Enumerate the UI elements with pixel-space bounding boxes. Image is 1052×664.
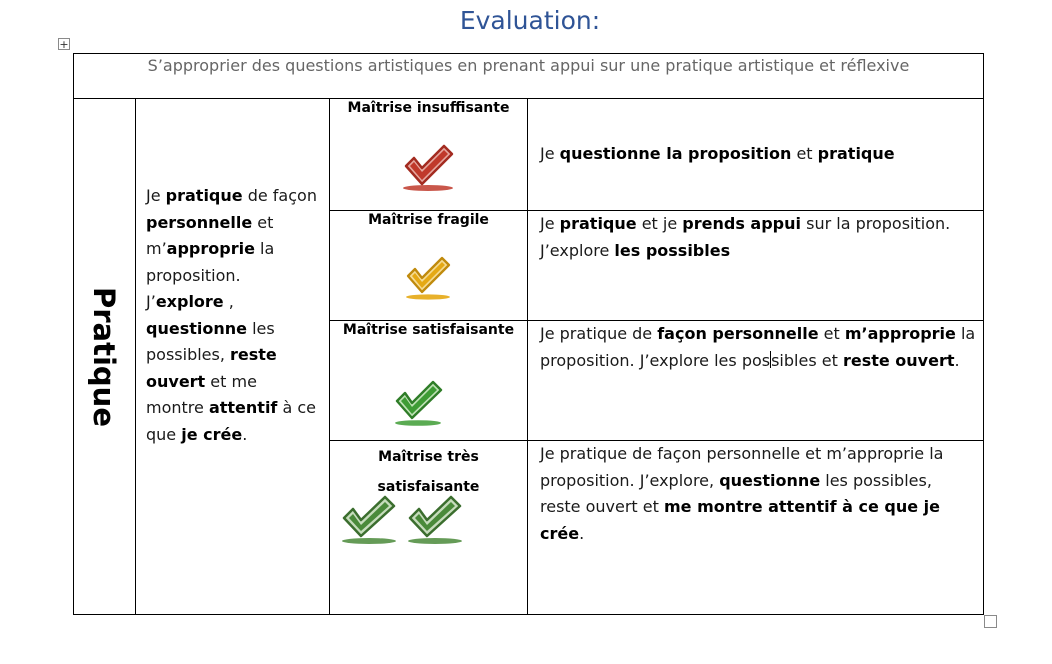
- check-icon: [393, 378, 445, 428]
- check-icon: [406, 494, 466, 546]
- competency-description: Je pratique de façon personnelle et m’approprie la proposition. J’explore , questionne les possibles, reste ouvert et me montre attentif à ce que je crée.: [146, 186, 317, 444]
- category-label: Pratique: [87, 286, 122, 427]
- level-fragile-description: Je pratique et je prends appui sur la proposition. J’explore les possibles: [540, 214, 951, 260]
- objective-text: S’approprier des questions artistiques en prenant appui sur une pratique artistique et réflexive: [147, 56, 910, 75]
- table-move-handle-icon[interactable]: +: [59, 38, 69, 51]
- level-fragile-label: Maîtrise fragile: [368, 212, 489, 228]
- level-insufficient-label: Maîtrise insuffisante: [347, 100, 510, 116]
- page-title: Evaluation:: [459, 6, 601, 35]
- category-cell: [73, 99, 135, 614]
- check-icon: [400, 142, 458, 194]
- level-satisfactory-description: Je pratique de façon personnelle et m’approprie la proposition. J’explore les possibles et reste ouvert.: [540, 324, 976, 370]
- check-icon: [404, 254, 454, 302]
- level-insufficient-description: Je questionne la proposition et pratique: [540, 144, 895, 163]
- level-very-satisfactory-description: Je pratique de façon personnelle et m’approprie la proposition. J’explore, questionne les possibles, reste ouvert et me montre attentif à ce que je crée.: [540, 444, 944, 543]
- table-resize-handle[interactable]: [984, 615, 997, 628]
- level-very-satisfactory-label: Maîtrise très satisfaisante: [377, 449, 480, 495]
- level-satisfactory-label: Maîtrise satisfaisante: [342, 322, 515, 338]
- check-icon: [340, 494, 400, 546]
